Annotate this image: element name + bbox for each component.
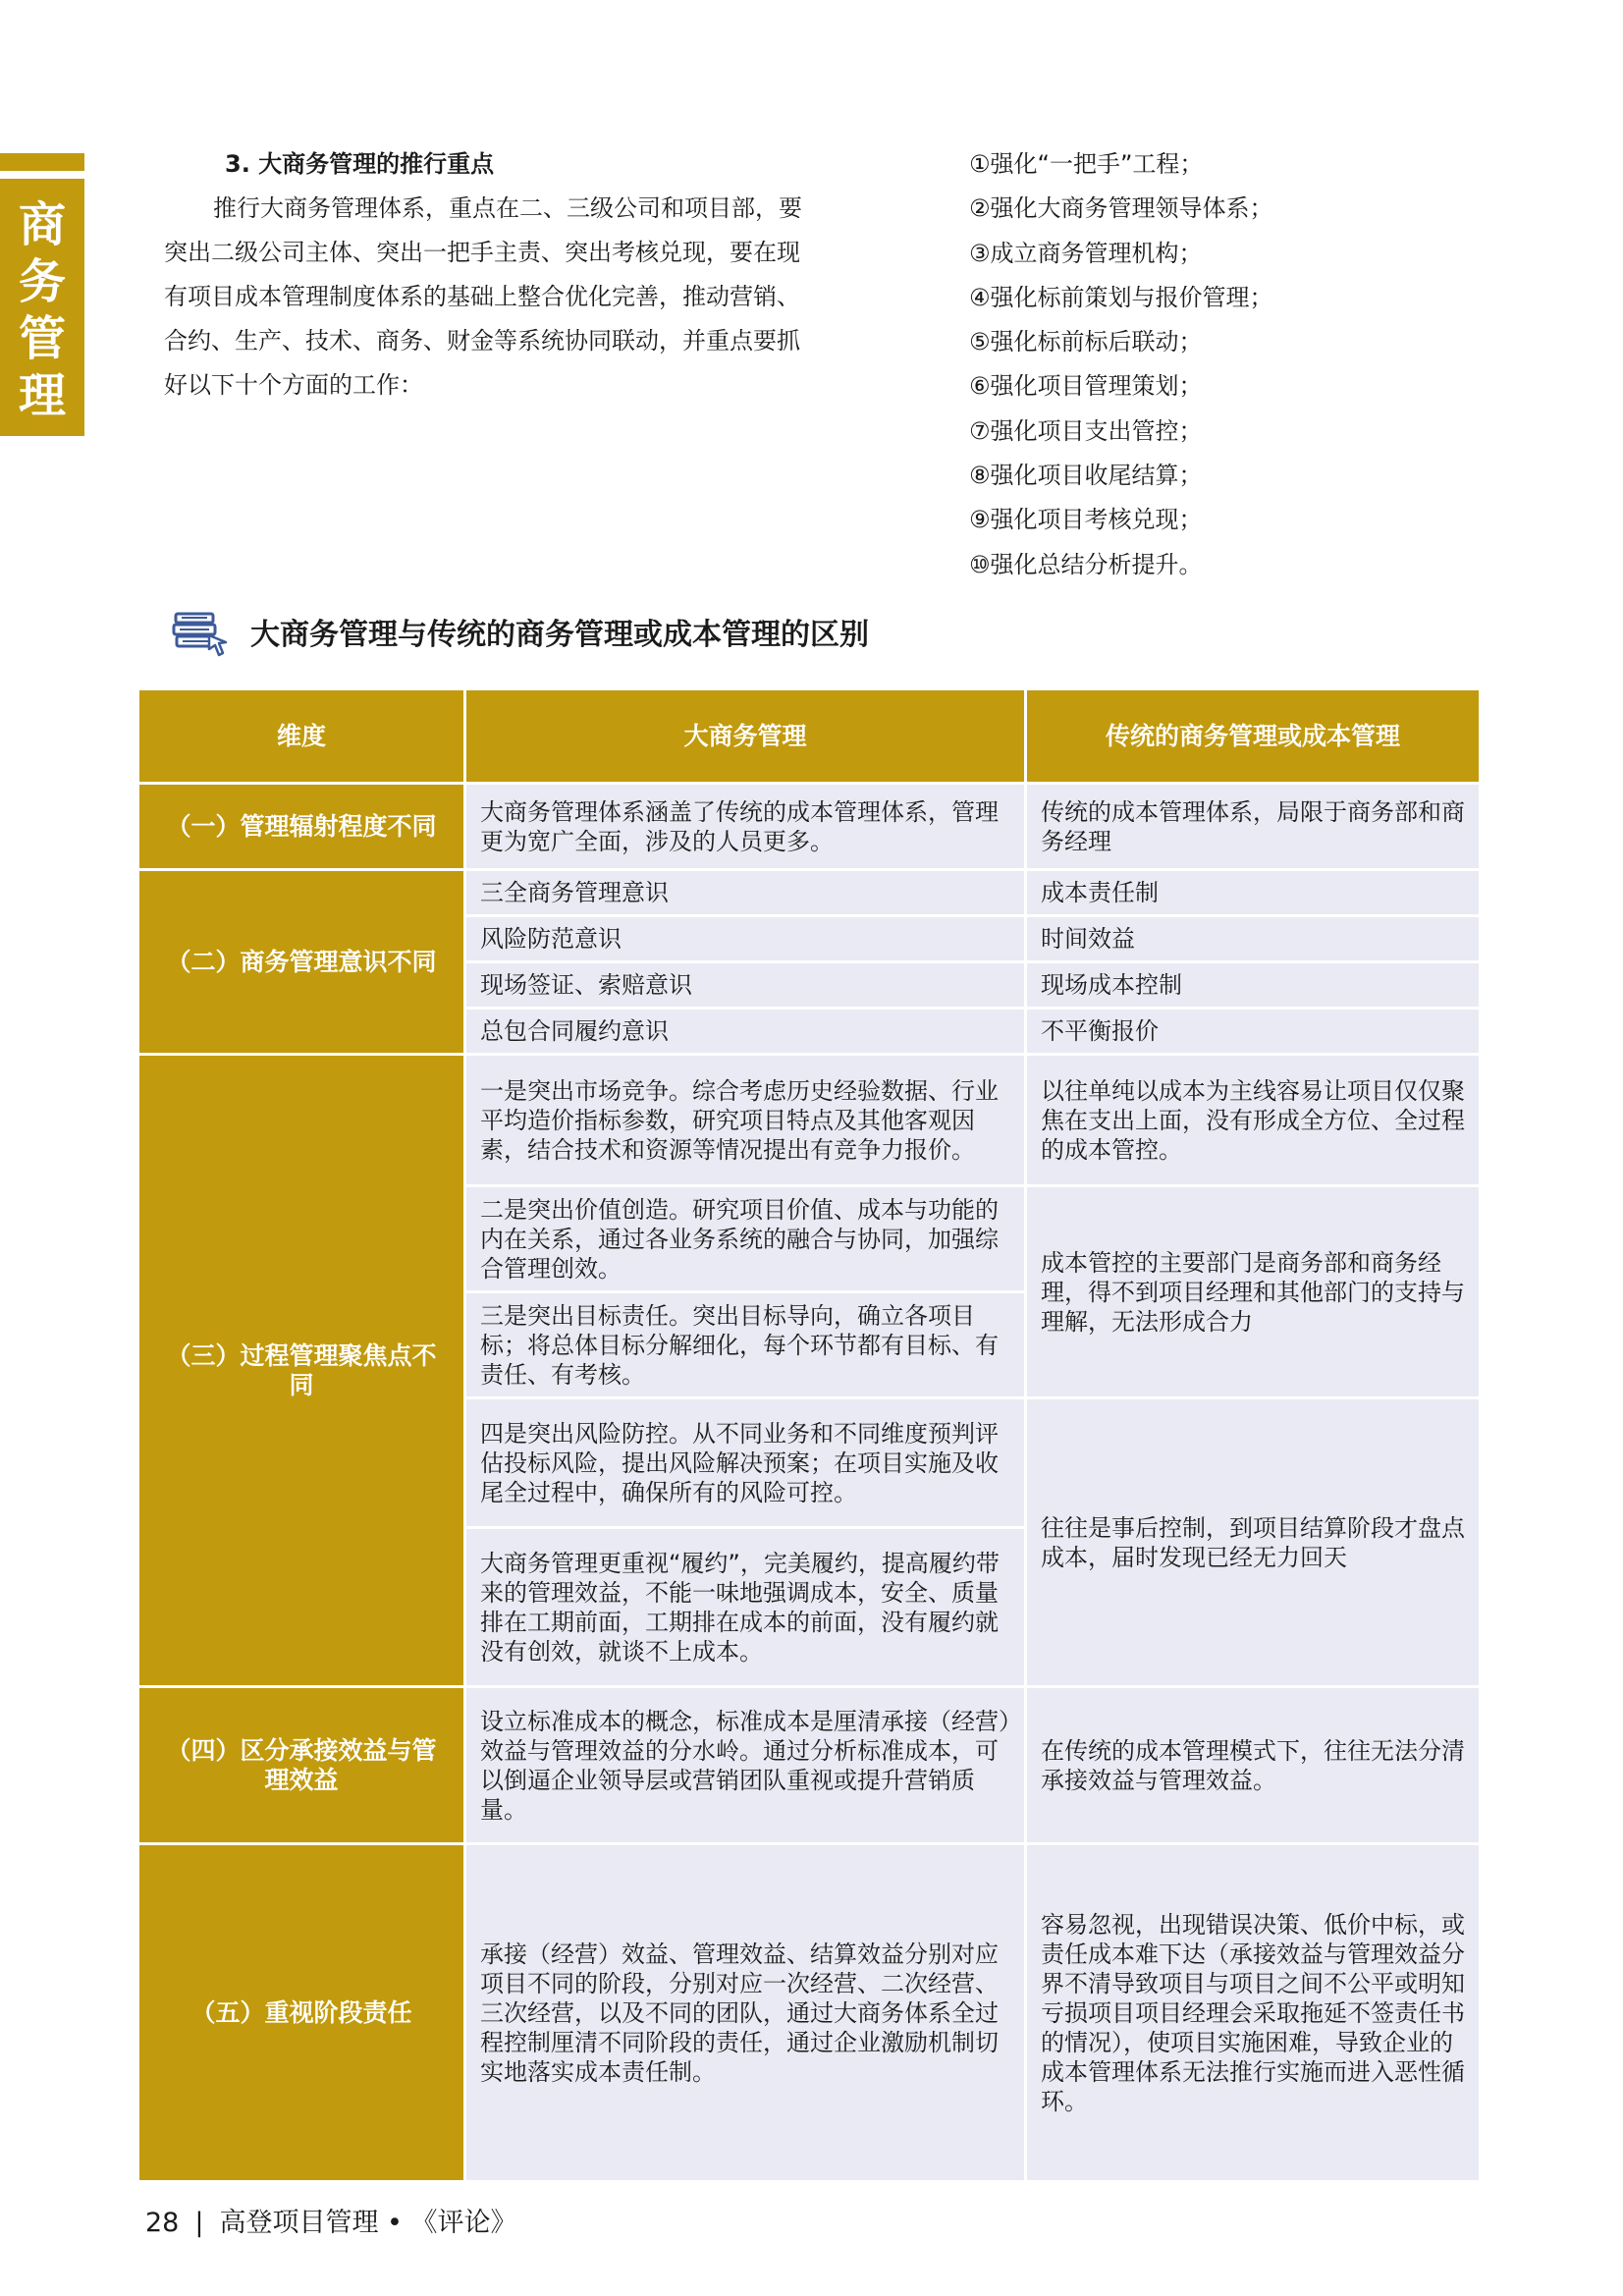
side-tab-char: 管 [18, 311, 66, 366]
table-cell: 现场签证、索赔意识 [465, 962, 1026, 1009]
books-icon [172, 606, 229, 657]
table-header-row [138, 689, 1481, 784]
table-cell: 传统的成本管理体系，局限于商务部和商务经理 [1026, 784, 1481, 870]
section-title-text: 大商务管理与传统的商务管理或成本管理的区别 [250, 618, 869, 652]
list-item: ②强化大商务管理领导体系； [969, 194, 1273, 223]
dimension-cell: （一）管理辐射程度不同 [138, 784, 465, 870]
side-tab [0, 179, 84, 436]
table-cell: 现场成本控制 [1026, 962, 1481, 1009]
table-cell: 三全商务管理意识 [465, 870, 1026, 916]
table-cell: 大商务管理体系涵盖了传统的成本管理体系，管理更为宽广全面，涉及的人员更多。 [465, 784, 1026, 870]
table-row [138, 1687, 1481, 1844]
list-item: ⑧强化项目收尾结算； [969, 462, 1203, 490]
header-dimension: 维度 [138, 689, 465, 784]
list-item: ①强化“一把手”工程； [969, 150, 1204, 178]
table-cell: 总包合同履约意识 [465, 1009, 1026, 1055]
table-cell: 往往是事后控制，到项目结算阶段才盘点成本，届时发现已经无力回天 [1026, 1398, 1481, 1687]
side-tab-char: 务 [18, 254, 66, 309]
list-item: ⑤强化标前标后联动； [969, 328, 1203, 356]
table-cell: 风险防范意识 [465, 916, 1026, 962]
comparison-table [136, 687, 1482, 2183]
header-big-business: 大商务管理 [465, 689, 1026, 784]
list-item: ③成立商务管理机构； [969, 239, 1203, 267]
list-item: ⑦强化项目支出管控； [969, 416, 1203, 445]
section-title [172, 604, 869, 659]
page-footer [145, 2201, 517, 2239]
table-cell: 以往单纯以成本为主线容易让项目仅仅聚焦在支出上面，没有形成全方位、全过程的成本管控。 [1026, 1055, 1481, 1186]
table-cell: 时间效益 [1026, 916, 1481, 962]
list-item: ⑨强化项目考核兑现； [969, 506, 1203, 534]
table-cell: 三是突出目标责任。突出目标导向，确立各项目标；将总体目标分解细化，每个环节都有目标、有责任、有考核。 [465, 1292, 1026, 1398]
table-cell: 大商务管理更重视“履约”，完美履约，提高履约带来的管理效益，不能一味地强调成本，安全、质量排在工期前面，工期排在成本的前面，没有履约就没有创效，就谈不上成本。 [465, 1528, 1026, 1687]
table-cell: 容易忽视，出现错误决策、低价中标，或责任成本难下达（承接效益与管理效益分界不清导致项目与项目之间不公平或明知亏损项目项目经理会采取拖延不签责任书的情况），使项目实施困难，导致企业的成本管理体系无法推行实施而进入恶性循环。 [1026, 1844, 1481, 2182]
list-item: ④强化标前策划与报价管理； [969, 283, 1273, 311]
dimension-cell: （三）过程管理聚焦点不同 [138, 1055, 465, 1687]
table-cell: 设立标准成本的概念，标准成本是厘清承接（经营）效益与管理效益的分水岭。通过分析标准成本，可以倒逼企业领导层或营销团队重视或提升营销质量。 [465, 1687, 1026, 1844]
intro-paragraph: 推行大商务管理体系，重点在二、三级公司和项目部，要突出二级公司主体、突出一把手主责、突出考核兑现，要在现有项目成本管理制度体系的基础上整合优化完善，推动营销、合约、生产、技术、商务、财金等系统协同联动，并重点要抓好以下十个方面的工作： [164, 194, 802, 399]
side-tab-char: 理 [18, 368, 66, 423]
side-tab-topbar [0, 153, 84, 171]
side-tab-label [0, 196, 84, 424]
table-row [138, 784, 1481, 870]
table-cell: 不平衡报价 [1026, 1009, 1481, 1055]
footer-separator: | [194, 2208, 204, 2238]
table-cell: 一是突出市场竞争。综合考虑历史经验数据、行业平均造价指标参数，研究项目特点及其他客观因素，结合技术和资源等情况提出有竞争力报价。 [465, 1055, 1026, 1186]
dimension-cell: （五）重视阶段责任 [138, 1844, 465, 2182]
intro-section [164, 142, 822, 408]
table-row [138, 870, 1481, 916]
table-cell: 四是突出风险防控。从不同业务和不同维度预判评估投标风险，提出风险解决预案；在项目实施及收尾全过程中，确保所有的风险可控。 [465, 1398, 1026, 1528]
table-cell: 在传统的成本管理模式下，往往无法分清承接效益与管理效益。 [1026, 1687, 1481, 1844]
table-row [138, 1055, 1481, 1186]
dimension-cell: （二）商务管理意识不同 [138, 870, 465, 1055]
table-cell: 成本管控的主要部门是商务部和商务经理，得不到项目经理和其他部门的支持与理解，无法形成合力 [1026, 1186, 1481, 1398]
focus-list [969, 142, 1362, 587]
page-number: 28 [145, 2208, 180, 2238]
table-row [138, 1844, 1481, 2182]
list-item: ⑥强化项目管理策划； [969, 372, 1203, 401]
dimension-cell: （四）区分承接效益与管理效益 [138, 1687, 465, 1844]
table-cell: 二是突出价值创造。研究项目价值、成本与功能的内在关系，通过各业务系统的融合与协同，加强综合管理创效。 [465, 1186, 1026, 1292]
side-tab-divider [0, 173, 84, 177]
side-tab-char: 商 [18, 197, 66, 252]
intro-heading: 3. 大商务管理的推行重点 [225, 150, 495, 178]
publication-name: 高登项目管理 • 《评论》 [219, 2208, 517, 2238]
header-traditional: 传统的商务管理或成本管理 [1026, 689, 1481, 784]
table-cell: 成本责任制 [1026, 870, 1481, 916]
table-cell: 承接（经营）效益、管理效益、结算效益分别对应项目不同的阶段，分别对应一次经营、二次经营、三次经营，以及不同的团队，通过大商务体系全过程控制厘清不同阶段的责任，通过企业激励机制切实地落实成本责任制。 [465, 1844, 1026, 2182]
list-item: ⑩强化总结分析提升。 [969, 550, 1203, 578]
